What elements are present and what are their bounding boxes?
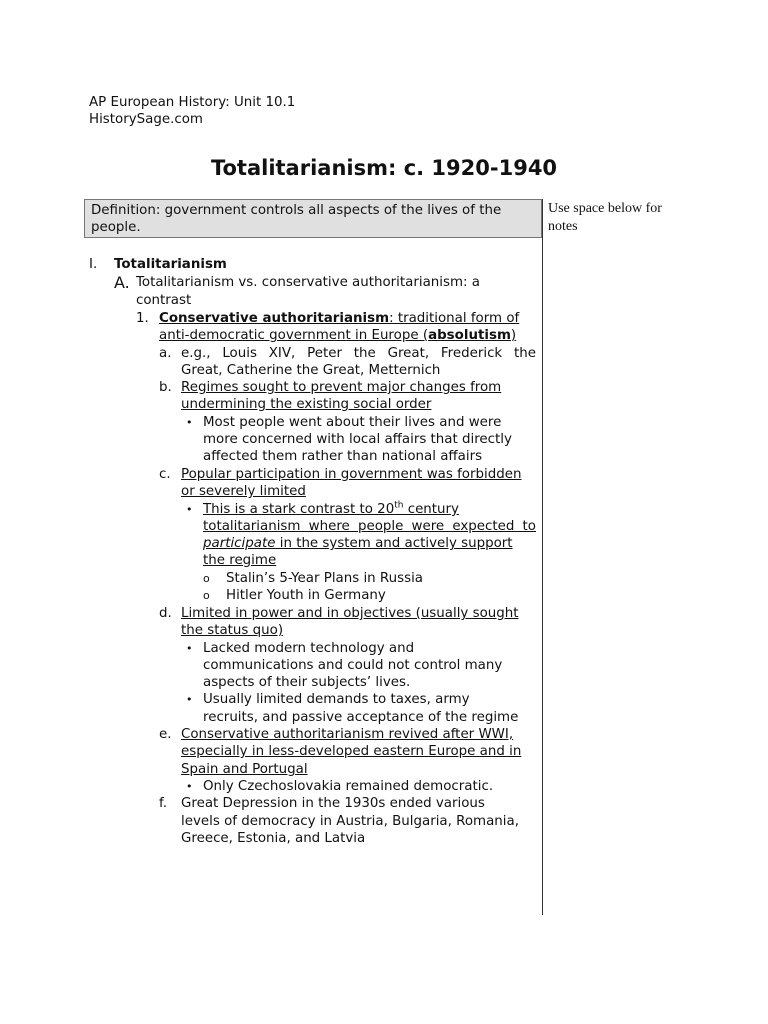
outline-label-f: f. [159, 796, 167, 811]
ordinal-suffix: th [394, 500, 404, 511]
term-conservative-authoritarianism: Conservative authoritarianism [159, 311, 390, 326]
bullet-glyph: • [186, 503, 193, 516]
item-f-line-1: Great Depression in the 1930s ended various [181, 796, 485, 811]
circle-glyph: o [203, 589, 210, 602]
outline-label-A: A. [114, 273, 130, 292]
bullet-glyph: • [186, 693, 193, 706]
outline-label-1: 1. [136, 311, 149, 326]
subheading-line-2: contrast [136, 293, 192, 308]
notes-line-1: Use space below for [548, 201, 662, 216]
outline-label-d: d. [159, 606, 172, 621]
item-b-line-2: undermining the existing social order [181, 397, 432, 412]
item-a-line-1: e.g., Louis XIV, Peter the Great, Frederick the [181, 346, 536, 361]
item-d-line-1: Limited in power and in objectives (usually sought [181, 606, 519, 621]
item-f-line-2: levels of democracy in Austria, Bulgaria, Romania, [181, 814, 519, 829]
item-d-bullet-1-line-1: Lacked modern technology and [203, 641, 415, 656]
item-b-bullet-line-2: more concerned with local affairs that directly [203, 432, 512, 447]
item-e-bullet: Only Czechoslovakia remained democratic. [203, 779, 494, 794]
item-1-close-paren: ) [510, 328, 517, 343]
page-title: Totalitarianism: c. 1920-1940 [210, 156, 558, 180]
bullet-glyph: • [186, 642, 193, 655]
definition-line-1: Definition: government controls all aspects of the lives of the [91, 203, 502, 218]
section-heading: Totalitarianism [114, 257, 227, 272]
column-divider [542, 199, 543, 915]
item-c-bullet-line-1 [203, 501, 536, 518]
example-hitler-youth: Hitler Youth in Germany [226, 588, 386, 603]
item-f-line-3: Greece, Estonia, and Latvia [181, 831, 366, 846]
item-1-line-2-text: anti-democratic government in Europe ( [159, 328, 429, 343]
subheading-line-1: Totalitarianism vs. conservative authoritarianism: a [136, 275, 480, 290]
document-header [89, 94, 295, 129]
outline-label-c: c. [159, 467, 171, 482]
item-d-line-2: the status quo) [181, 623, 284, 638]
outline-label-b: b. [159, 380, 172, 395]
emphasis-participate: participate [203, 536, 276, 551]
bullet-glyph: • [186, 780, 193, 793]
item-d-bullet-2-line-2: recruits, and passive acceptance of the regime [203, 710, 519, 725]
item-e-line-3: Spain and Portugal [181, 762, 308, 777]
item-1-rest: : traditional form of [389, 311, 520, 326]
contrast-text-1: This is a stark contrast to 20 [203, 502, 395, 517]
item-b-line-1: Regimes sought to prevent major changes from [181, 380, 502, 395]
item-d-bullet-1-line-3: aspects of their subjects’ lives. [203, 675, 411, 690]
item-d-bullet-2-line-1: Usually limited demands to taxes, army [203, 692, 470, 707]
item-c-bullet-line-4: the regime [203, 553, 277, 568]
item-e-line-2: especially in less-developed eastern Europe and in [181, 744, 522, 759]
item-c-line-2: or severely limited [181, 484, 306, 499]
course-line: AP European History: Unit 10.1 [89, 95, 296, 110]
notes-line-2: notes [548, 219, 578, 234]
item-c-line-1: Popular participation in government was forbidden [181, 467, 522, 482]
term-absolutism: absolutism [428, 328, 511, 343]
circle-glyph: o [203, 572, 210, 585]
definition-line-2: people. [91, 220, 141, 236]
item-c-bullet-line-3 [203, 535, 536, 552]
outline-label-I: I. [89, 257, 98, 272]
contrast-text-2: century [403, 502, 459, 517]
item-1-line-2 [159, 327, 516, 344]
definition-box [84, 199, 542, 238]
item-1-line-1 [159, 310, 536, 327]
item-b-bullet-line-3: affected them rather than national affairs [203, 449, 483, 464]
example-stalin: Stalin’s 5-Year Plans in Russia [226, 571, 423, 586]
item-d-bullet-1-line-2: communications and could not control many [203, 658, 503, 673]
item-e-line-1: Conservative authoritarianism revived after WWI, [181, 727, 514, 742]
notes-column-label [548, 200, 698, 236]
site-line: HistorySage.com [89, 112, 203, 128]
item-c-bullet-line-3-rest: in the system and actively support [275, 536, 513, 551]
bullet-glyph: • [186, 416, 193, 429]
item-a-line-2: Great, Catherine the Great, Metternich [181, 363, 441, 378]
outline-label-e: e. [159, 727, 172, 742]
item-c-bullet-line-2: totalitarianism where people were expected to [203, 519, 536, 534]
outline-label-a: a. [159, 346, 172, 361]
item-b-bullet-line-1: Most people went about their lives and were [203, 415, 502, 430]
